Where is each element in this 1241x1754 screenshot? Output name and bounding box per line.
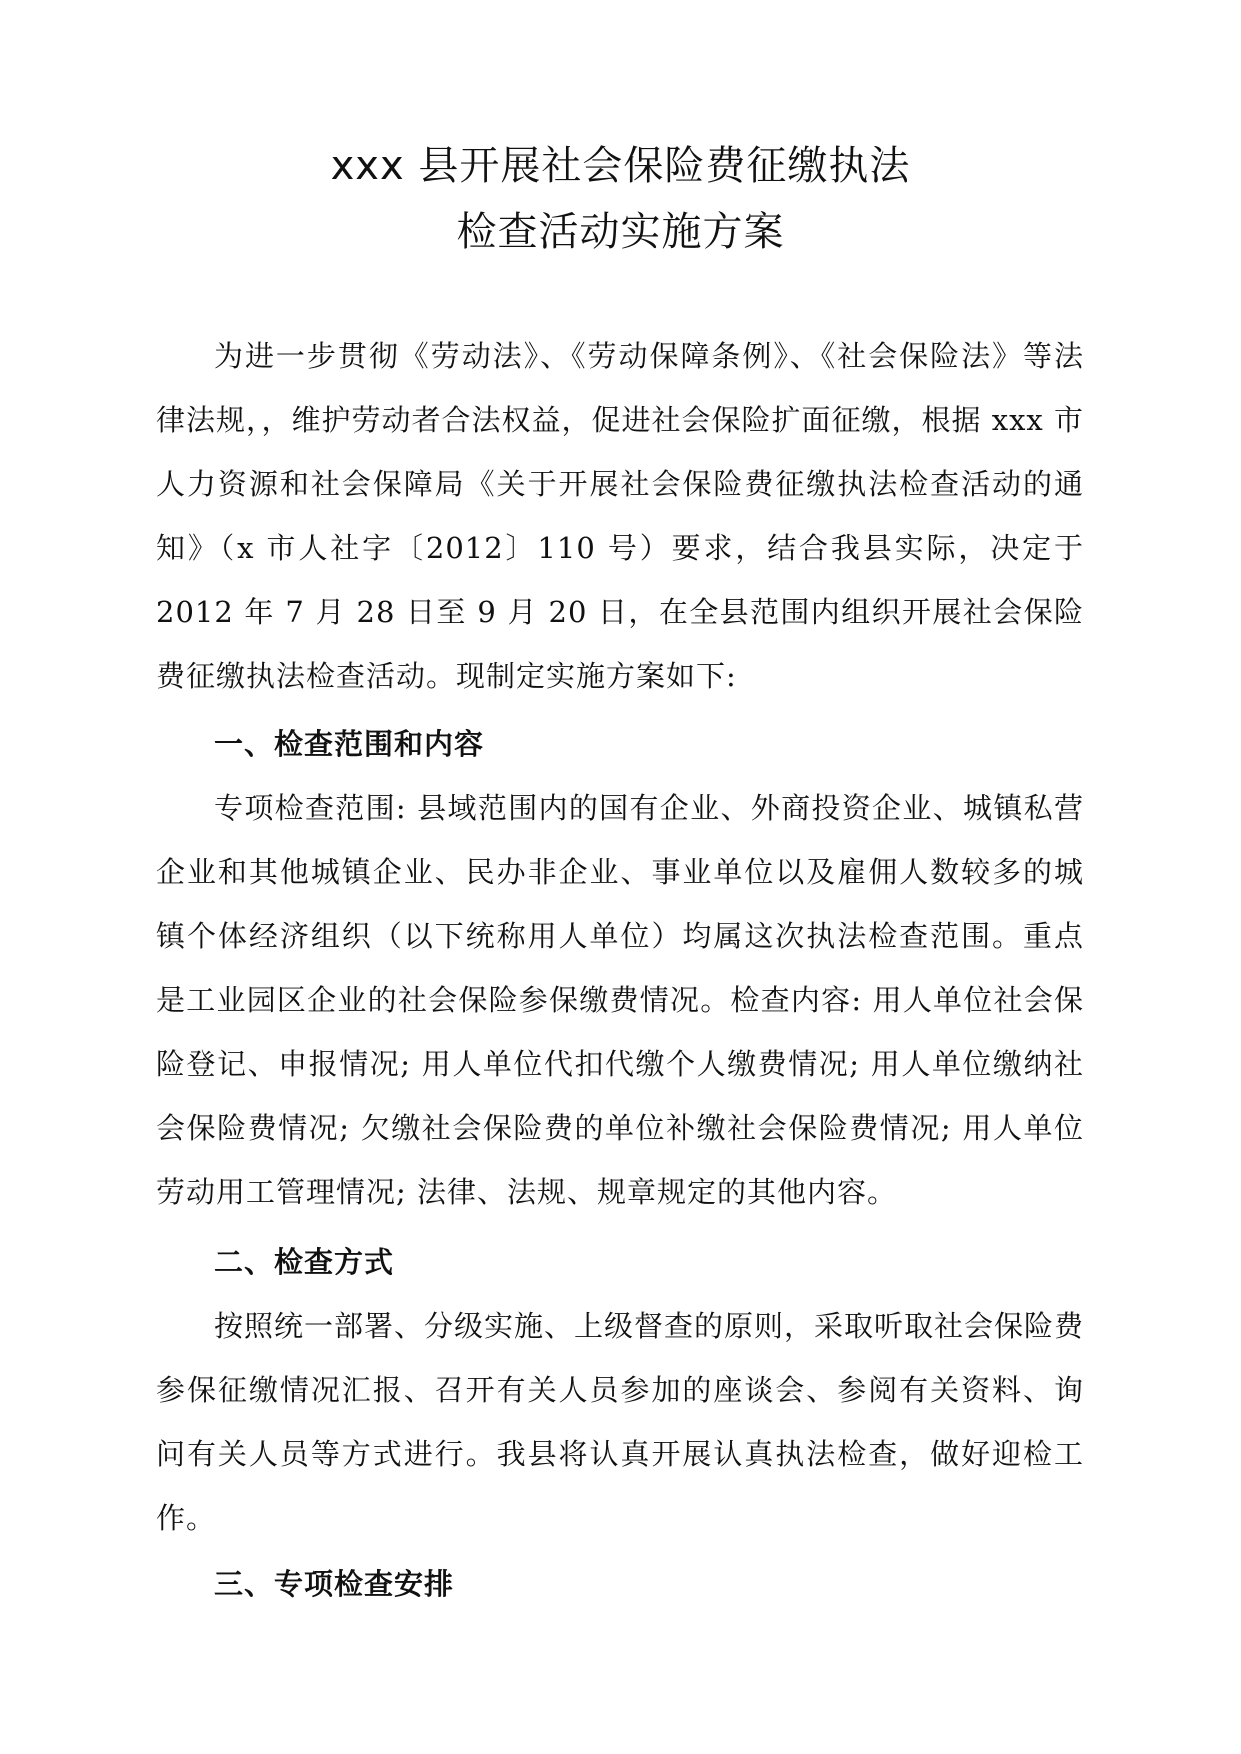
section-body-method: 按照统一部署、分级实施、上级督查的原则，采取听取社会保险费参保征缴情况汇报、召开有关人员参加的座谈会、参阅有关资料、询问有关人员等方式进行。我县将认真开展认真执法检查，做好迎检工作。	[156, 1309, 1085, 1535]
intro-paragraph: 为进一步贯彻《劳动法》、《劳动保障条例》、《社会保险法》等法律法规，，维护劳动者合法权益，促进社会保险扩面征缴，根据 xxx 市人力资源和社会保障局《关于开展社会保险费征缴执法检查活动的通知》（x 市人社字〔2012〕110 号）要求，结合我县实际，决定于 2012 年 7 月 28 日至 9 月 20 日，在全县范围内组织开展社会保险费征缴执法检查活动。现制定实施方案如下:	[156, 339, 1085, 693]
document-title-line2: 检查活动实施方案	[456, 209, 785, 255]
document-title-line1: xxx 县开展社会保险费征缴执法	[330, 143, 911, 189]
section-heading-method: 二、检查方式	[214, 1245, 395, 1279]
section-heading-schedule: 三、专项检查安排	[214, 1567, 455, 1601]
section-heading-scope: 一、检查范围和内容	[214, 727, 485, 761]
section-body-scope: 专项检查范围: 县域范围内的国有企业、外商投资企业、城镇私营企业和其他城镇企业、民办非企业、事业单位以及雇佣人数较多的城镇个体经济组织（以下统称用人单位）均属这次执法检查范围。重点是工业园区企业的社会保险参保缴费情况。检查内容: 用人单位社会保险登记、申报情况; 用人单位代扣代缴个人缴费情况; 用人单位缴纳社会保险费情况; 欠缴社会保险费的单位补缴社会保险费情况; 用人单位劳动用工管理情况; 法律、法规、规章规定的其他内容。	[156, 791, 1084, 1209]
